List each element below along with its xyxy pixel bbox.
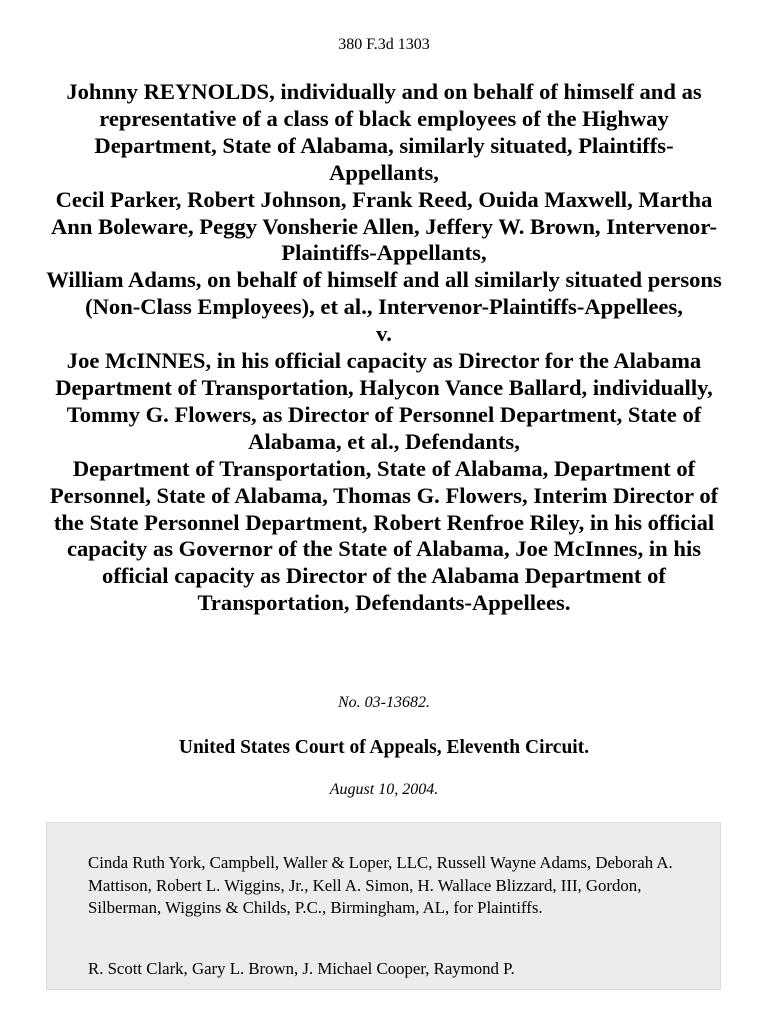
- counsel-section: [46, 822, 721, 990]
- court-name: United States Court of Appeals, Eleventh Circuit.: [178, 737, 590, 758]
- docket-number: No. 03-13682.: [338, 694, 430, 711]
- caption-versus: v.: [376, 321, 392, 347]
- caption-defendants-appellees: Department of Transportation, State of Alabama, Department of Personnel, State of Alabama, Thomas G. Flowers, Interim Director of the State Personnel Department, Robert Renfroe Riley, in his official capacity as Governor of the State of Alabama, Joe McInnes, in his official capacity as Director of the Alabama Department of Transportation, Defendants-Appellees.: [49, 455, 719, 616]
- caption-defendants: Joe McINNES, in his official capacity as Director for the Alabama Department of Transportation, Halycon Vance Ballard, individually, Tommy G. Flowers, as Director of Personnel Department, State of Alabama, et al., Defendants,: [55, 348, 713, 454]
- case-caption: [44, 79, 724, 617]
- caption-intervenor-appellees: William Adams, on behalf of himself and all similarly situated persons (Non-Class Employees), et al., Intervenor-Plaintiffs-Appellees,: [46, 267, 722, 320]
- caption-intervenor-appellants: Cecil Parker, Robert Johnson, Frank Reed, Ouida Maxwell, Martha Ann Boleware, Peggy Vonsherie Allen, Jeffery W. Brown, Intervenor-Plaintiffs-Appellants,: [50, 186, 718, 266]
- caption-plaintiffs: Johnny REYNOLDS, individually and on behalf of himself and as representative of a class of black employees of the Highway Department, State of Alabama, similarly situated, Plaintiffs-Appellants,: [66, 79, 702, 185]
- reporter-citation: 380 F.3d 1303: [338, 36, 430, 53]
- decision-date: August 10, 2004.: [329, 781, 439, 798]
- counsel-paragraph-defendants: R. Scott Clark, Gary L. Brown, J. Michael Cooper, Raymond P.: [88, 959, 515, 978]
- counsel-paragraph-plaintiffs: Cinda Ruth York, Campbell, Waller & Loper, LLC, Russell Wayne Adams, Deborah A. Mattison, Robert L. Wiggins, Jr., Kell A. Simon, H. Wallace Blizzard, III, Gordon, Silberman, Wiggins & Childs, P.C., Birmingham, AL, for Plaintiffs.: [88, 853, 673, 917]
